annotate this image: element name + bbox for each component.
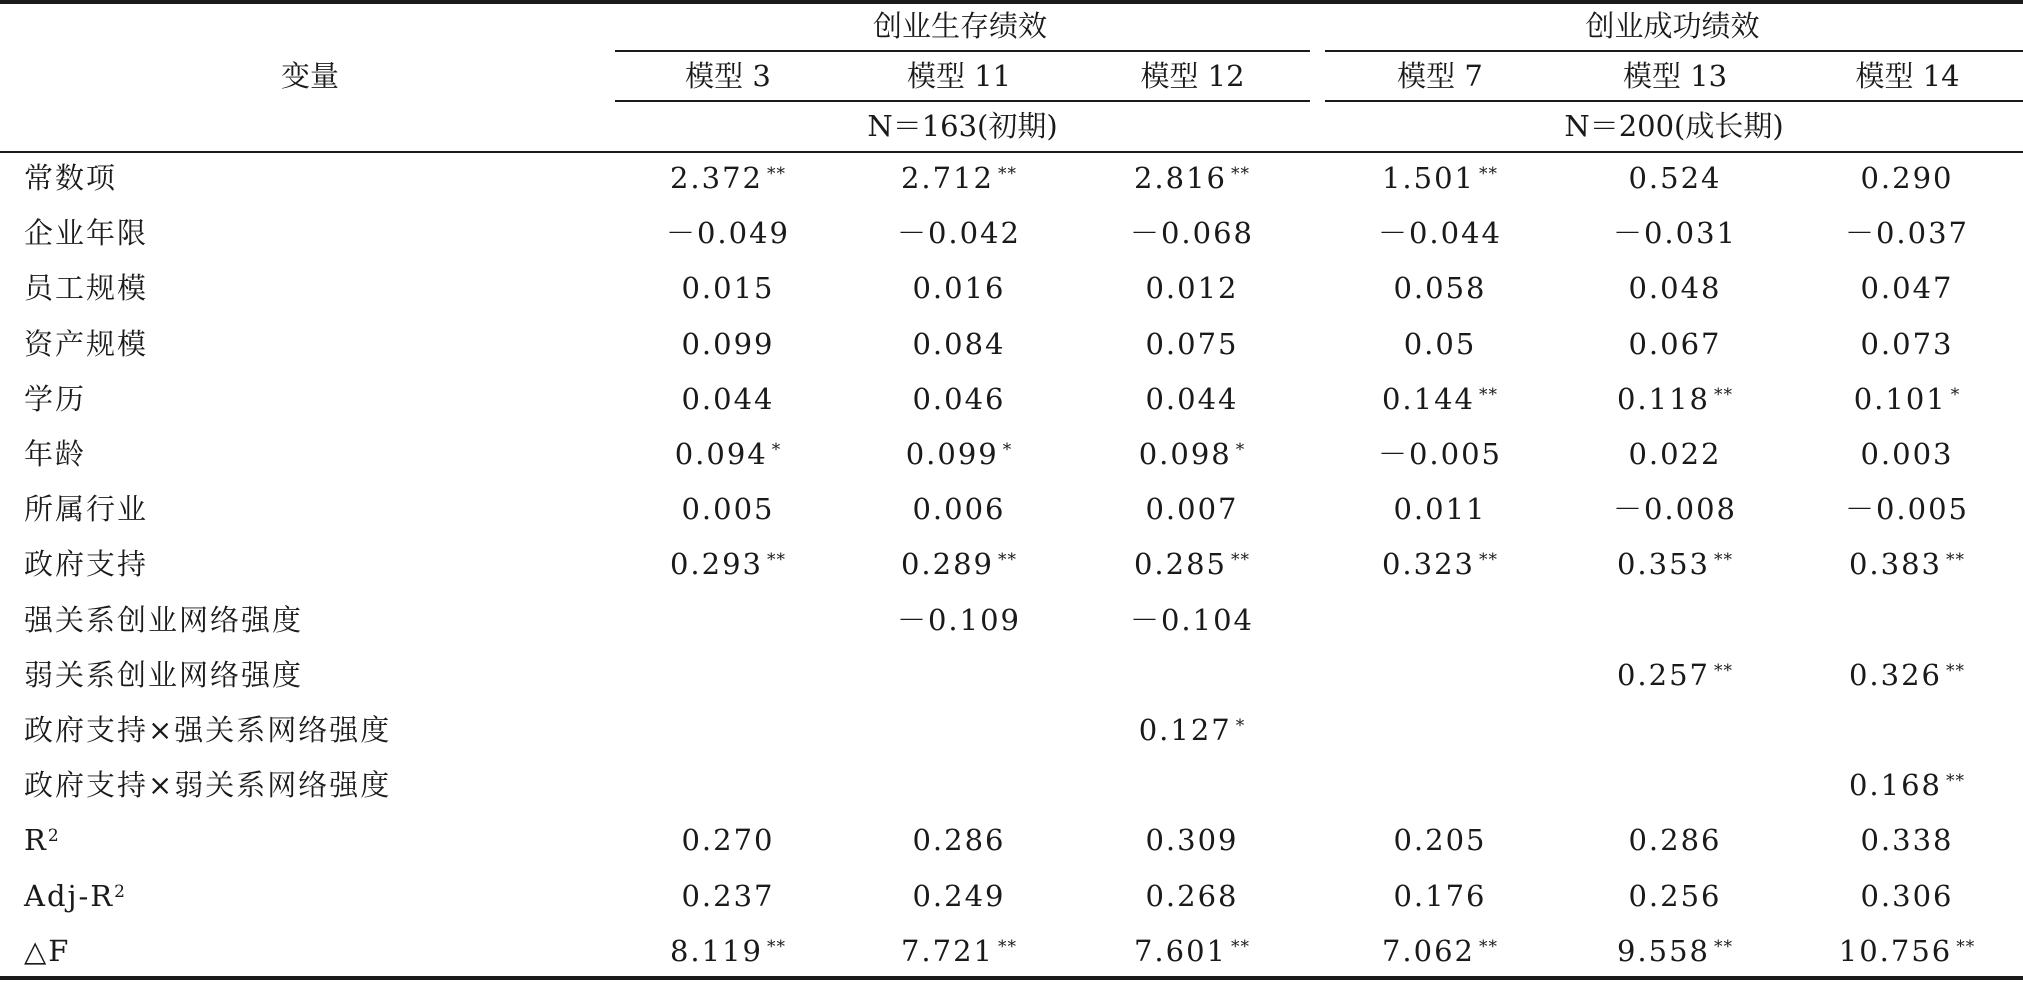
significance-marker: ** (1231, 936, 1251, 957)
table-cell (844, 876, 1074, 916)
significance-marker: ** (767, 936, 787, 957)
cell-value: 2.816 (1133, 161, 1228, 195)
table-cell (613, 544, 843, 584)
cell-value: 0.309 (1145, 823, 1239, 858)
table-cell (1077, 213, 1307, 253)
table-cell (1560, 268, 1790, 308)
significance-marker: ** (1231, 550, 1251, 571)
cell-value: 0.290 (1860, 161, 1954, 195)
model-header: 模型 3 (685, 59, 771, 93)
significance-marker: ** (1479, 550, 1499, 571)
table-cell (1560, 876, 1790, 916)
cell-value: 0.268 (1145, 878, 1239, 913)
table-cell (1792, 158, 2022, 198)
sample-size-success: N＝200(成长期) (1564, 109, 1784, 143)
cell-value: －0.037 (1844, 216, 1970, 251)
table-cell (1077, 820, 1307, 860)
table-cell (1560, 931, 1790, 971)
table-cell (1792, 765, 2022, 805)
table-cell (613, 379, 843, 419)
cell-value: －0.008 (1612, 492, 1738, 527)
table-cell (613, 324, 843, 364)
table-cell (1792, 655, 2022, 695)
cell-value: 0.094 (674, 437, 768, 471)
table-cell (1792, 876, 2022, 916)
significance-marker: ** (1946, 550, 1966, 571)
cell-value: 0.015 (681, 271, 775, 306)
cell-value: 10.756 (1838, 933, 1953, 968)
row-label-text: R (24, 823, 48, 858)
row-label-text: 政府支持×弱关系网络强度 (24, 768, 392, 803)
cell-value: 9.558 (1616, 933, 1711, 968)
cell-value: 0.524 (1628, 161, 1722, 195)
cell-value: －0.005 (1844, 492, 1970, 527)
significance-marker: ** (1714, 660, 1734, 681)
cell-value: 0.022 (1628, 437, 1722, 471)
table-cell (1077, 931, 1307, 971)
table-cell (1792, 931, 2022, 971)
cell-value: 2.372 (669, 161, 764, 195)
cell-value: 0.084 (912, 326, 1006, 361)
table-cell (1560, 489, 1790, 529)
group-header-survival: 创业生存绩效 (872, 9, 1047, 43)
table-cell (1325, 931, 1555, 971)
cell-value: 0.075 (1145, 326, 1239, 361)
significance-marker: ** (998, 550, 1018, 571)
table-cell (1077, 379, 1307, 419)
cell-value: 0.353 (1616, 547, 1711, 582)
cell-value: 0.289 (900, 547, 995, 582)
group-underline-survival (615, 50, 1310, 52)
model-header: 模型 14 (1855, 59, 1960, 93)
model-underline-survival (615, 100, 1310, 102)
row-label-text: 年龄 (24, 437, 87, 471)
cell-value: 8.119 (669, 933, 764, 968)
table-cell (1560, 213, 1790, 253)
table-cell (1325, 820, 1555, 860)
table-cell (1325, 544, 1555, 584)
cell-value: 0.006 (912, 492, 1006, 527)
cell-value: 0.326 (1848, 657, 1943, 692)
table-cell (1325, 379, 1555, 419)
table-cell (613, 158, 843, 198)
significance-marker: ** (1479, 936, 1499, 957)
row-label (24, 544, 148, 584)
variable-header: 变量 (280, 59, 339, 93)
row-label (24, 489, 148, 529)
model-header: 模型 11 (906, 59, 1012, 93)
row-label-text: 弱关系创业网络强度 (24, 657, 304, 692)
cell-value: 0.249 (912, 878, 1006, 913)
row-label-text: 强关系创业网络强度 (24, 602, 304, 637)
row-label (24, 820, 61, 860)
cell-value: 2.712 (900, 161, 995, 195)
cell-value: 0.237 (681, 878, 775, 913)
cell-value: 0.144 (1381, 381, 1476, 416)
row-label-text: Adj-R (24, 878, 115, 913)
row-label-text: 常数项 (24, 161, 118, 195)
table-cell (1325, 213, 1555, 253)
cell-value: 1.501 (1381, 161, 1476, 195)
cell-value: 0.306 (1860, 878, 1954, 913)
table-cell (1077, 268, 1307, 308)
significance-marker: * (1235, 440, 1246, 460)
cell-value: 0.044 (681, 381, 775, 416)
table-cell (844, 434, 1074, 474)
significance-marker: ** (998, 164, 1018, 184)
significance-marker: ** (1714, 550, 1734, 571)
row-label (24, 434, 86, 474)
row-label (24, 876, 127, 916)
cell-value: 0.118 (1616, 381, 1711, 416)
cell-value: 0.323 (1381, 547, 1476, 582)
cell-value: －0.031 (1612, 216, 1738, 251)
table-cell (1560, 379, 1790, 419)
cell-value: 0.099 (905, 437, 999, 471)
table-cell (1560, 820, 1790, 860)
row-label (24, 379, 86, 419)
table-cell (844, 379, 1074, 419)
cell-value: 0.007 (1145, 492, 1239, 527)
cell-value: 0.003 (1860, 437, 1954, 471)
table-cell (1560, 544, 1790, 584)
cell-value: 0.257 (1616, 657, 1711, 692)
cell-value: －0.109 (896, 602, 1022, 637)
table-cell (613, 213, 843, 253)
significance-marker: * (771, 440, 782, 460)
table-cell (1560, 434, 1790, 474)
significance-marker: ** (1479, 384, 1499, 405)
cell-value: 0.058 (1393, 271, 1487, 306)
cell-value: 0.338 (1860, 823, 1954, 858)
row-label-text: 学历 (24, 381, 87, 416)
table-cell (844, 931, 1074, 971)
cell-value: 0.176 (1393, 878, 1487, 913)
row-label (24, 655, 303, 695)
table-bottom-rule (0, 976, 2023, 980)
cell-value: 0.012 (1145, 271, 1239, 306)
table-cell (1077, 489, 1307, 529)
row-label-text: 政府支持 (24, 547, 149, 582)
row-label-text: 员工规模 (24, 271, 149, 306)
table-cell (1077, 544, 1307, 584)
row-label (24, 324, 148, 364)
cell-value: －0.049 (665, 216, 791, 251)
row-label-superscript: 2 (47, 826, 61, 847)
table-cell (1325, 324, 1555, 364)
row-label (24, 765, 391, 805)
cell-value: 0.205 (1393, 823, 1487, 858)
table-cell (1792, 434, 2022, 474)
row-label-text: △F (24, 933, 71, 968)
row-label (24, 931, 70, 971)
cell-value: 0.047 (1860, 271, 1954, 306)
table-cell (1792, 324, 2022, 364)
table-cell (613, 820, 843, 860)
cell-value: 0.168 (1848, 768, 1943, 803)
table-cell (1560, 655, 1790, 695)
cell-value: －0.044 (1377, 216, 1503, 251)
cell-value: 0.099 (681, 326, 775, 361)
cell-value: 0.098 (1138, 437, 1232, 471)
table-cell (613, 876, 843, 916)
cell-value: 0.011 (1393, 492, 1487, 527)
cell-value: 0.127 (1138, 713, 1232, 747)
table-cell (844, 544, 1074, 584)
row-label (24, 213, 148, 253)
significance-marker: * (1002, 440, 1013, 460)
cell-value: 0.016 (912, 271, 1006, 306)
significance-marker: * (1950, 384, 1961, 405)
significance-marker: * (1235, 716, 1246, 736)
row-label-text: 所属行业 (24, 492, 149, 527)
model-header: 模型 13 (1622, 59, 1728, 93)
significance-marker: ** (998, 936, 1018, 957)
table-cell (844, 489, 1074, 529)
cell-value: 0.101 (1853, 381, 1947, 416)
cell-value: 0.286 (1628, 823, 1722, 858)
table-cell (613, 931, 843, 971)
table-cell (1792, 489, 2022, 529)
cell-value: －0.104 (1129, 602, 1255, 637)
table-cell (1560, 158, 1790, 198)
table-cell (1325, 268, 1555, 308)
cell-value: 0.05 (1403, 326, 1477, 361)
cell-value: 0.005 (681, 492, 775, 527)
row-label-text: 企业年限 (24, 216, 149, 251)
cell-value: 0.293 (669, 547, 764, 582)
table-cell (1792, 544, 2022, 584)
significance-marker: ** (1946, 771, 1966, 792)
table-cell (1077, 600, 1307, 640)
cell-value: 7.721 (900, 933, 995, 968)
cell-value: 0.256 (1628, 878, 1722, 913)
cell-value: 0.073 (1860, 326, 1954, 361)
row-label-text: 政府支持×强关系网络强度 (24, 713, 392, 747)
table-cell (1325, 158, 1555, 198)
header-bottom-rule (0, 151, 2023, 153)
significance-marker: ** (1479, 164, 1499, 184)
table-cell (1077, 324, 1307, 364)
table-cell (613, 434, 843, 474)
table-cell (1325, 489, 1555, 529)
cell-value: 7.062 (1381, 933, 1476, 968)
table-cell (1792, 213, 2022, 253)
model-underline-success (1325, 100, 2023, 102)
table-cell (1325, 434, 1555, 474)
table-cell (613, 489, 843, 529)
table-cell (1325, 876, 1555, 916)
table-top-rule (0, 0, 2023, 4)
significance-marker: ** (1956, 936, 1976, 957)
row-label (24, 158, 117, 198)
table-cell (1077, 434, 1307, 474)
row-label-text: 资产规模 (24, 326, 149, 361)
significance-marker: ** (1714, 936, 1734, 957)
model-header: 模型 7 (1397, 59, 1483, 93)
table-cell (844, 158, 1074, 198)
sample-size-survival: N＝163(初期) (867, 109, 1058, 143)
cell-value: 0.285 (1133, 547, 1228, 582)
table-cell (1792, 268, 2022, 308)
group-header-success: 创业成功绩效 (1585, 9, 1760, 43)
row-label-superscript: 2 (114, 881, 127, 902)
table-cell (844, 820, 1074, 860)
model-header: 模型 12 (1140, 59, 1245, 93)
cell-value: 0.383 (1848, 547, 1943, 582)
row-label (24, 268, 148, 308)
table-cell (1560, 324, 1790, 364)
cell-value: 0.044 (1145, 381, 1239, 416)
group-underline-success (1325, 50, 2023, 52)
cell-value: 0.048 (1628, 271, 1722, 306)
table-cell (613, 268, 843, 308)
cell-value: －0.042 (896, 216, 1022, 251)
significance-marker: ** (767, 164, 787, 184)
cell-value: 7.601 (1133, 933, 1228, 968)
significance-marker: ** (1231, 164, 1251, 184)
table-cell (1077, 876, 1307, 916)
cell-value: 0.067 (1628, 326, 1722, 361)
significance-marker: ** (1946, 660, 1966, 681)
table-cell (844, 268, 1074, 308)
cell-value: 0.270 (681, 823, 775, 858)
significance-marker: ** (1714, 384, 1734, 405)
cell-value: －0.068 (1129, 216, 1255, 251)
cell-value: 0.046 (912, 381, 1006, 416)
cell-value: 0.286 (912, 823, 1006, 858)
table-cell (1077, 710, 1307, 750)
significance-marker: ** (767, 550, 787, 571)
table-cell (844, 600, 1074, 640)
table-cell (1792, 379, 2022, 419)
table-cell (1077, 158, 1307, 198)
table-cell (844, 324, 1074, 364)
table-cell (844, 213, 1074, 253)
row-label (24, 600, 303, 640)
table-cell (1792, 820, 2022, 860)
row-label (24, 710, 391, 750)
cell-value: －0.005 (1377, 437, 1503, 471)
